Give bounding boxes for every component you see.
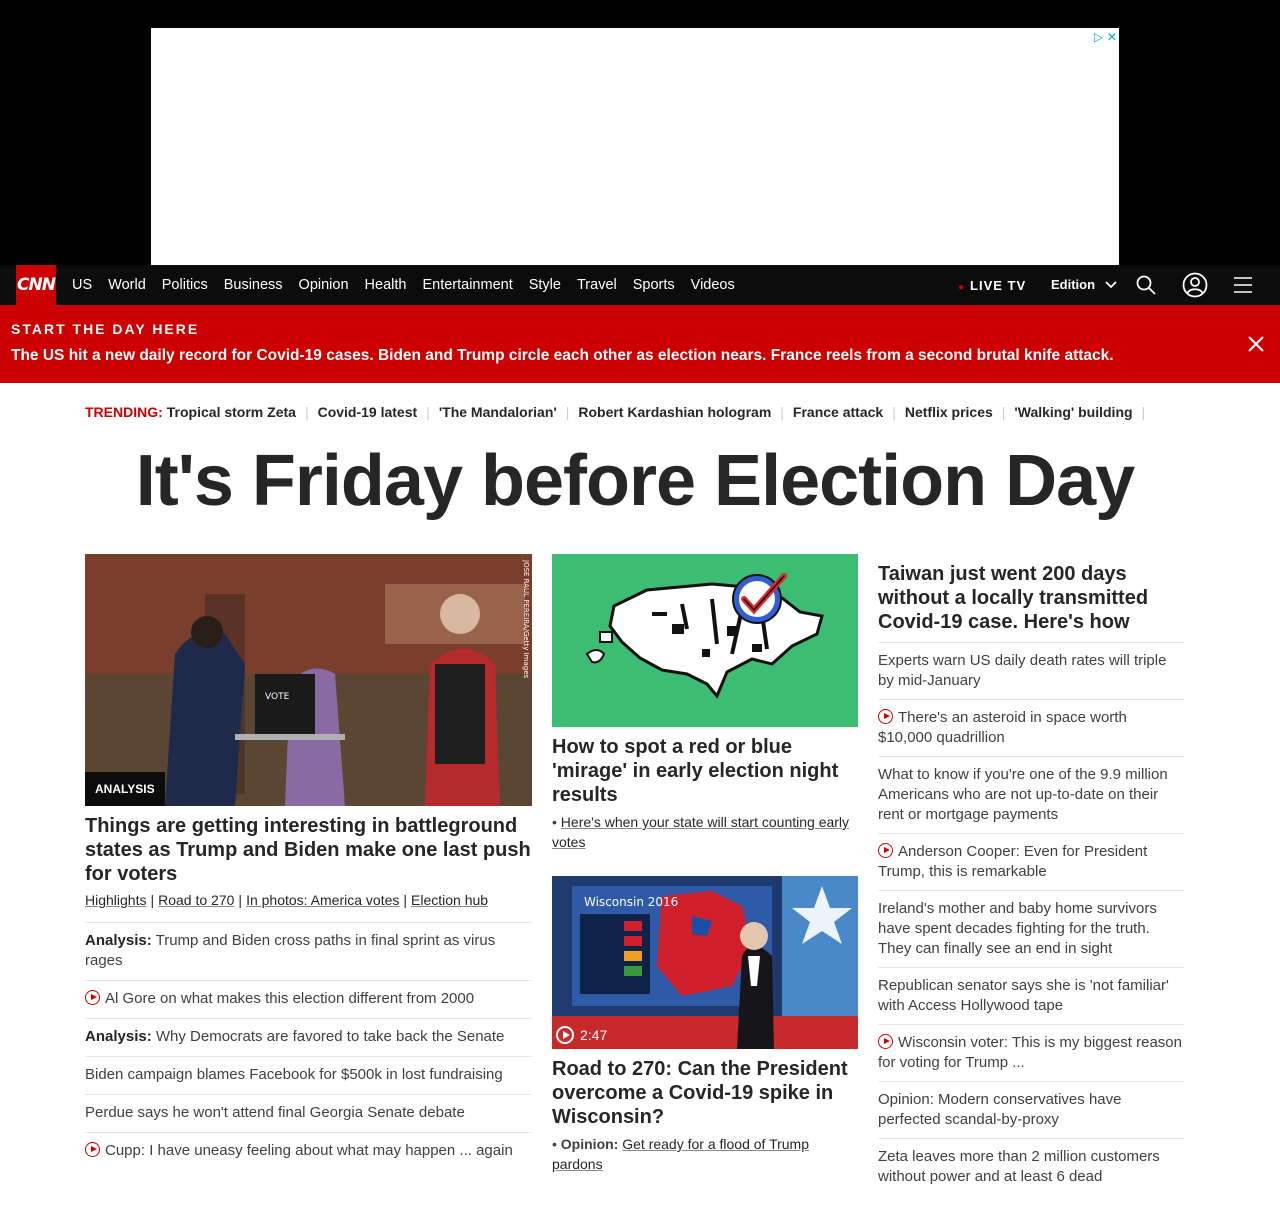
nav-link-business[interactable]: Business bbox=[223, 277, 283, 293]
trending-item[interactable]: Tropical storm Zeta bbox=[166, 404, 296, 420]
svg-text:VOTE: VOTE bbox=[265, 692, 290, 702]
voting-booth-illustration bbox=[85, 554, 532, 806]
ad-choices-icon[interactable]: ▷ ✕ bbox=[1093, 30, 1117, 44]
trending-separator: | bbox=[426, 404, 430, 420]
story-subheadline: • Here's when your state will start counting early votes bbox=[552, 814, 850, 850]
link-separator: | bbox=[150, 892, 155, 908]
cnn-logo[interactable]: CNN bbox=[16, 265, 56, 305]
list-item[interactable] bbox=[85, 980, 532, 1018]
screen-title: Wisconsin 2016 bbox=[584, 895, 679, 909]
trending-separator: | bbox=[304, 404, 309, 420]
search-icon[interactable] bbox=[1135, 274, 1157, 296]
duration-text: 2:47 bbox=[580, 1027, 608, 1043]
story-text: Trump and Biden cross paths in final sprint as virus rages bbox=[85, 932, 496, 969]
story-text: Al Gore on what makes this election different from 2000 bbox=[105, 990, 475, 1007]
related-link-highlights[interactable]: Highlights bbox=[85, 892, 147, 908]
lead-story-title[interactable]: Things are getting interesting in battleground states as Trump and Biden make one last push for voters bbox=[85, 815, 531, 885]
story-title[interactable]: Taiwan just went 200 days without a locally transmitted Covid-19 case. Here's how bbox=[878, 563, 1149, 633]
trending-item[interactable]: Covid-19 latest bbox=[317, 404, 418, 420]
close-icon[interactable] bbox=[1246, 334, 1266, 354]
nav-link-videos[interactable]: Videos bbox=[690, 277, 735, 293]
list-item[interactable] bbox=[85, 1094, 532, 1132]
story-text: Biden campaign blames Facebook for $500k in lost fundraising bbox=[85, 1066, 503, 1083]
nav-link-us[interactable]: US bbox=[72, 277, 93, 293]
election-map-image[interactable] bbox=[552, 554, 858, 727]
video-thumbnail[interactable] bbox=[552, 876, 858, 1049]
story-text: Ireland's mother and baby home survivors have spent decades fighting for the truth. They can finally see an end in sight bbox=[878, 900, 1157, 957]
trending-separator: | bbox=[892, 404, 896, 420]
trending-item[interactable]: Netflix prices bbox=[904, 404, 993, 420]
wisconsin-map-illustration bbox=[552, 876, 858, 1049]
top-navigation bbox=[0, 265, 1280, 305]
story-text: Anderson Cooper: Even for President Trump, this is remarkable bbox=[878, 843, 1148, 880]
trending-item[interactable]: Robert Kardashian hologram bbox=[578, 404, 772, 420]
list-item[interactable] bbox=[878, 1138, 1184, 1195]
video-play-icon bbox=[878, 1034, 893, 1049]
list-item[interactable] bbox=[878, 756, 1184, 833]
right-column bbox=[878, 554, 1184, 1195]
breaking-banner[interactable] bbox=[0, 305, 1280, 383]
middle-column bbox=[552, 554, 858, 1174]
nav-link-opinion[interactable]: Opinion bbox=[298, 277, 349, 293]
trending-separator: | bbox=[1141, 404, 1146, 420]
trending-bar bbox=[85, 404, 1154, 420]
live-tv-label: LIVE TV bbox=[970, 278, 1027, 293]
trending-item[interactable]: France attack bbox=[792, 404, 884, 420]
ad-banner-area bbox=[0, 0, 1280, 265]
nav-link-health[interactable]: Health bbox=[364, 277, 407, 293]
story-text: There's an asteroid in space worth $10,000 quadrillion bbox=[878, 709, 1127, 746]
nav-link-entertainment[interactable]: Entertainment bbox=[422, 277, 513, 293]
story-title[interactable]: How to spot a red or blue 'mirage' in early election night results bbox=[552, 736, 839, 806]
story-sub-link[interactable]: Get ready for a flood of Trump pardons bbox=[552, 1136, 809, 1172]
story-prefix: Opinion: bbox=[560, 1136, 619, 1152]
lead-column bbox=[85, 554, 532, 1170]
edition-label: Edition bbox=[1051, 277, 1096, 292]
video-play-icon bbox=[85, 990, 100, 1005]
story-subheadline: • Opinion: Get ready for a flood of Trump pardons bbox=[552, 1136, 809, 1172]
video-play-icon bbox=[878, 709, 893, 724]
trending-item[interactable]: 'Walking' building bbox=[1014, 404, 1133, 420]
banner-kicker: START THE DAY HERE bbox=[11, 321, 200, 337]
story-text: Wisconsin voter: This is my biggest reason for voting for Trump ... bbox=[878, 1034, 1182, 1071]
nav-link-sports[interactable]: Sports bbox=[632, 277, 675, 293]
related-link-photos[interactable]: In photos: America votes bbox=[246, 892, 400, 908]
story-text: Why Democrats are favored to take back the Senate bbox=[155, 1028, 505, 1045]
page-headline[interactable]: It's Friday before Election Day bbox=[135, 441, 1135, 521]
nav-link-world[interactable]: World bbox=[108, 277, 146, 293]
photo-credit: JOSE RAUL PEREIRA/Getty Images bbox=[522, 560, 530, 679]
lead-story-list bbox=[85, 922, 532, 1170]
banner-text[interactable]: The US hit a new daily record for Covid-19 cases. Biden and Trump circle each other as election nears. France reels from a second brutal knife attack. bbox=[11, 347, 1114, 364]
list-item[interactable] bbox=[878, 1081, 1184, 1138]
trending-separator: | bbox=[565, 404, 570, 420]
story-text: Experts warn US daily death rates will triple by mid-January bbox=[878, 652, 1167, 689]
list-item[interactable] bbox=[878, 967, 1184, 1024]
trending-separator: | bbox=[780, 404, 784, 420]
trending-item[interactable]: 'The Mandalorian' bbox=[438, 404, 557, 420]
list-item[interactable] bbox=[878, 890, 1184, 967]
list-item[interactable] bbox=[878, 1024, 1184, 1081]
story-title[interactable]: Road to 270: Can the President overcome a Covid-19 spike in Wisconsin? bbox=[552, 1058, 848, 1128]
related-link-election-hub[interactable]: Election hub bbox=[411, 892, 489, 908]
trending-separator: | bbox=[1001, 404, 1006, 420]
trending-label: TRENDING: bbox=[85, 404, 163, 420]
video-play-icon bbox=[85, 1142, 100, 1157]
list-item[interactable] bbox=[85, 1056, 532, 1094]
lead-related-links bbox=[85, 892, 532, 908]
nav-link-travel[interactable]: Travel bbox=[576, 277, 617, 293]
nav-link-politics[interactable]: Politics bbox=[161, 277, 208, 293]
us-map-checkmark-illustration bbox=[552, 554, 858, 727]
lead-photo[interactable] bbox=[85, 554, 532, 806]
menu-hamburger-icon[interactable] bbox=[1232, 274, 1254, 296]
story-text: Republican senator says she is 'not familiar' with Access Hollywood tape bbox=[878, 977, 1169, 1014]
live-tv-button[interactable] bbox=[958, 278, 1048, 293]
story-prefix: Analysis: bbox=[85, 932, 152, 949]
analysis-badge: ANALYSIS bbox=[85, 772, 165, 806]
video-duration bbox=[556, 1026, 607, 1044]
list-item[interactable] bbox=[878, 699, 1184, 756]
related-link-road-to-270[interactable]: Road to 270 bbox=[158, 892, 235, 908]
story-text: Opinion: Modern conservatives have perfected scandal-by-proxy bbox=[878, 1091, 1122, 1128]
video-play-icon bbox=[878, 843, 893, 858]
list-item[interactable] bbox=[85, 1132, 532, 1170]
list-item[interactable] bbox=[878, 833, 1184, 890]
ad-slot[interactable] bbox=[151, 28, 1119, 265]
chevron-down-icon bbox=[1105, 280, 1117, 290]
nav-link-style[interactable]: Style bbox=[528, 277, 561, 293]
link-separator: | bbox=[403, 892, 408, 908]
story-sub-link[interactable]: Here's when your state will start counting early votes bbox=[552, 814, 850, 850]
link-separator: | bbox=[238, 892, 243, 908]
story-prefix: Analysis: bbox=[85, 1028, 152, 1045]
play-circle-icon bbox=[556, 1026, 574, 1044]
story-text: Zeta leaves more than 2 million customers without power and at least 6 dead bbox=[878, 1148, 1160, 1185]
live-dot-icon: ● bbox=[958, 282, 966, 293]
story-text: What to know if you're one of the 9.9 million Americans who are not up-to-date on their rent or mortgage payments bbox=[878, 766, 1168, 823]
story-text: Perdue says he won't attend final Georgia Senate debate bbox=[85, 1104, 465, 1121]
list-item[interactable] bbox=[85, 1018, 532, 1056]
list-item[interactable] bbox=[85, 922, 532, 980]
edition-dropdown[interactable] bbox=[1051, 277, 1131, 292]
nav-links bbox=[72, 265, 751, 305]
list-item[interactable] bbox=[878, 642, 1184, 699]
user-account-icon[interactable] bbox=[1182, 272, 1208, 298]
story-text: Cupp: I have uneasy feeling about what may happen ... again bbox=[105, 1142, 513, 1159]
